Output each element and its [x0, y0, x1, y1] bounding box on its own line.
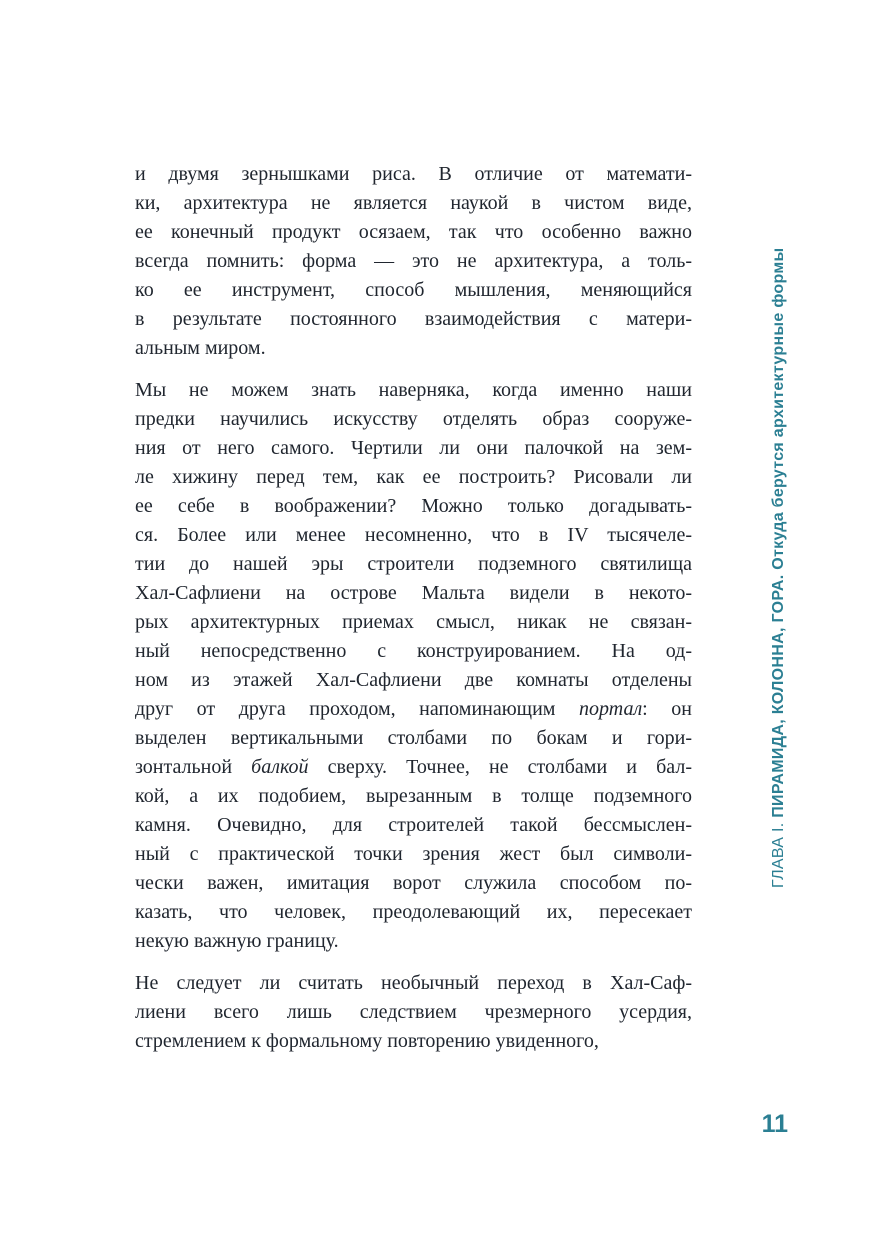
body-line: Мы не можем знать наверняка, когда именно наши [135, 379, 692, 401]
body-line: и двумя зернышками риса. В отличие от математи- [135, 163, 692, 185]
body-line: ный с практической точки зрения жест был символи- [135, 843, 692, 865]
body-line: друг от друга проходом, напоминающим портал: он [135, 698, 692, 720]
body-line: ее себе в воображении? Можно только догадывать- [135, 495, 692, 517]
body-line: ния от него самого. Чертили ли они палочкой на зем- [135, 437, 692, 459]
running-title [770, 160, 788, 888]
body-line: ном из этажей Хал-Сафлиени две комнаты отделены [135, 669, 692, 691]
chapter-title: ПИРАМИДА, КОЛОННА, ГОРА. Откуда берутся архитектурные формы [770, 247, 787, 818]
body-line: Не следует ли считать необычный переход в Хал-Саф- [135, 972, 692, 994]
text-block [135, 160, 692, 1056]
body-line: казать, что человек, преодолевающий их, пересекает [135, 901, 692, 923]
body-line: камня. Очевидно, для строителей такой бессмыслен- [135, 814, 692, 836]
chapter-label: ГЛАВА I. [770, 817, 787, 888]
body-line: в результате постоянного взаимодействия с матери- [135, 308, 692, 330]
body-line: чески важен, имитация ворот служила способом по- [135, 872, 692, 894]
body-line: всегда помнить: форма — это не архитектура, а толь- [135, 250, 692, 272]
paragraph [135, 969, 692, 1056]
body-line: предки научились искусству отделять образ сооруже- [135, 408, 692, 430]
body-line: ный непосредственно с конструированием. На од- [135, 640, 692, 662]
body-line: Хал-Сафлиени на острове Мальта видели в некото- [135, 582, 692, 604]
body-line: рых архитектурных приемах смысл, никак не связан- [135, 611, 692, 633]
paragraph [135, 160, 692, 363]
body-line: стремлением к формальному повторению увиденного, [135, 1030, 599, 1052]
body-line: ки, архитектура не является наукой в чистом виде, [135, 192, 692, 214]
body-line: ее конечный продукт осязаем, так что особенно важно [135, 221, 692, 243]
body-line: зонтальной балкой сверху. Точнее, не столбами и бал- [135, 756, 692, 778]
body-line: лиени всего лишь следствием чрезмерного усердия, [135, 1001, 692, 1023]
body-line: кой, а их подобием, вырезанным в толще подземного [135, 785, 692, 807]
body-line: ко ее инструмент, способ мышления, меняющийся [135, 279, 692, 301]
body-line: выделен вертикальными столбами по бокам и гори- [135, 727, 692, 749]
page-number: 11 [761, 1110, 788, 1138]
paragraph [135, 376, 692, 956]
body-line: тии до нашей эры строители подземного святилища [135, 553, 692, 575]
body-line: ле хижину перед тем, как ее построить? Рисовали ли [135, 466, 692, 488]
body-line: некую важную границу. [135, 930, 339, 952]
body-line: ся. Более или менее несомненно, что в IV тысячеле- [135, 524, 692, 546]
body-line: альным миром. [135, 337, 266, 359]
